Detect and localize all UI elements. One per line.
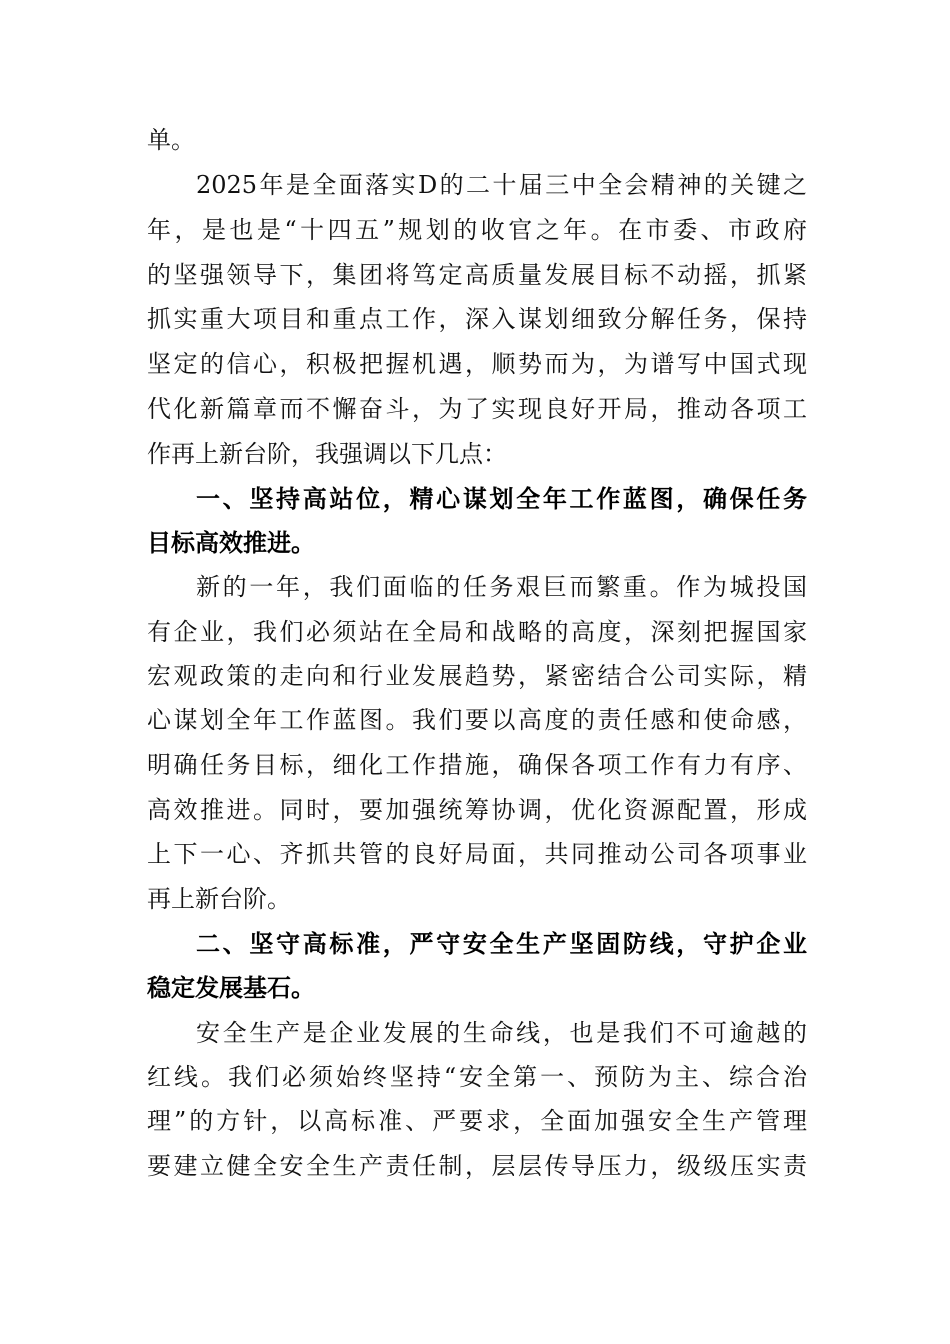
- body-text-line: 再上新台阶。: [147, 885, 291, 913]
- body-text-line: 心谋划全年工作蓝图。我们要以高度的责任感和使命感，: [147, 706, 807, 734]
- body-text-line: 单。: [147, 126, 195, 154]
- body-text-line: 安全生产是企业发展的生命线，也是我们不可逾越的: [196, 1019, 807, 1047]
- body-text-line: 抓实重大项目和重点工作，深入谋划细致分解任务，保持: [147, 305, 807, 333]
- body-text-line: 红线。我们必须始终坚持“安全第一、预防为主、综合治: [147, 1063, 807, 1091]
- body-text-line: 的坚强领导下，集团将笃定高质量发展目标不动摇，抓紧: [147, 261, 807, 289]
- body-text-line: 上下一心、齐抓共管的良好局面，共同推动公司各项事业: [147, 840, 807, 868]
- body-text-line: 明确任务目标，细化工作措施，确保各项工作有力有序、: [147, 751, 807, 779]
- body-text-line: 2025年是全面落实D的二十届三中全会精神的关键之: [196, 171, 807, 199]
- body-text-line: 理”的方针，以高标准、严要求，全面加强安全生产管理: [147, 1107, 807, 1135]
- body-text-line: 年，是也是“十四五”规划的收官之年。在市委、市政府: [147, 216, 807, 244]
- body-text-line: 坚定的信心，积极把握机遇，顺势而为，为谱写中国式现: [147, 350, 807, 378]
- body-text-line: 新的一年，我们面临的任务艰巨而繁重。作为城投国: [196, 573, 807, 601]
- body-text-line: 宏观政策的走向和行业发展趋势，紧密结合公司实际，精: [147, 662, 807, 690]
- section-heading-2-cont: 稳定发展基石。: [147, 974, 315, 1002]
- body-text-line: 代化新篇章而不懈奋斗，为了实现良好开局，推动各项工: [147, 395, 807, 423]
- section-heading-1-cont: 目标高效推进。: [147, 529, 315, 557]
- body-text-line: 要建立健全安全生产责任制，层层传导压力，级级压实责: [147, 1152, 807, 1180]
- section-heading-1: 一、坚持高站位，精心谋划全年工作蓝图，确保任务: [196, 485, 807, 513]
- body-text-line: 高效推进。同时，要加强统筹协调，优化资源配置，形成: [147, 796, 807, 824]
- body-text-line: 作再上新台阶，我强调以下几点：: [147, 440, 507, 468]
- body-text-line: 有企业，我们必须站在全局和战略的高度，深刻把握国家: [147, 618, 807, 646]
- section-heading-2: 二、坚守高标准，严守安全生产坚固防线，守护企业: [196, 930, 807, 958]
